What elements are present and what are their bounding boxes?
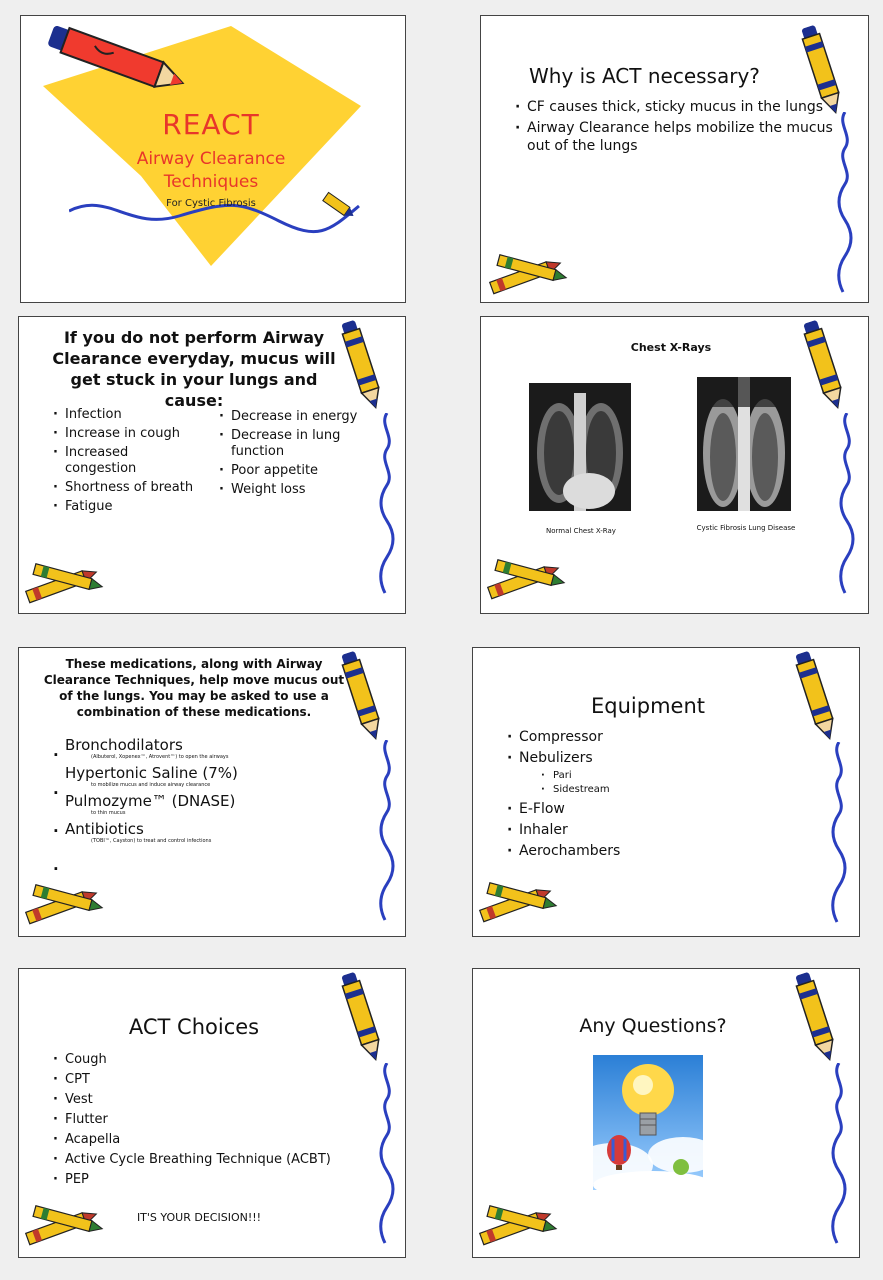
crossed-crayons-icon: [475, 1203, 559, 1253]
slide-7-title: ACT Choices: [128, 1015, 260, 1039]
slide-1-title: REACT: [162, 108, 260, 141]
list-item: · Poor appetite: [217, 463, 382, 479]
list-item: · CPT: [51, 1071, 371, 1088]
crayon-icon: [798, 317, 855, 414]
wavy-line-icon: [379, 740, 403, 922]
list-item: · Vest: [51, 1091, 371, 1108]
slide-4-title: Chest X-Rays: [630, 341, 712, 354]
crossed-crayons-icon: [483, 557, 567, 607]
act-choices-list: [51, 1051, 371, 1191]
slide-7-footer: IT'S YOUR DECISION!!!: [136, 1211, 262, 1224]
list-item: · Increased congestion: [51, 445, 201, 477]
cf-xray-image: [697, 377, 791, 511]
slide-7: [18, 968, 406, 1258]
equipment-list: [505, 728, 765, 863]
list-item: · Fatigue: [51, 499, 201, 515]
crossed-crayons-icon: [485, 252, 569, 302]
slide-1-subtitle: Airway Clearance Techniques: [136, 149, 286, 192]
wavy-line-icon: [837, 112, 861, 294]
wavy-line-icon: [839, 413, 863, 595]
crossed-crayons-icon: [475, 880, 559, 930]
wavy-line-icon: [831, 742, 855, 924]
medication-name: Hypertonic Saline (7%): [65, 764, 238, 782]
slide-6: [472, 647, 860, 937]
medication-item: [51, 792, 351, 816]
cf-xray-caption: Cystic Fibrosis Lung Disease: [696, 524, 796, 532]
list-item: · PEP: [51, 1171, 371, 1188]
list-item: · Decrease in lung function: [217, 428, 382, 460]
slide-4: [480, 316, 869, 614]
normal-xray-image: [529, 383, 631, 511]
list-item: · Acapella: [51, 1131, 371, 1148]
medication-note: (Albuterol, Xopenex™, Atrovent™) to open the airways: [91, 754, 229, 760]
sub-item: · Sidestream: [539, 783, 785, 797]
list-item: · Inhaler: [505, 821, 765, 839]
slide-2-title: Why is ACT necessary?: [529, 64, 760, 88]
bullet-item: · Airway Clearance helps mobilize the mucus out of the lungs: [513, 119, 833, 155]
medication-item: [51, 820, 351, 844]
wavy-line-icon: [831, 1063, 855, 1245]
slide-5: [18, 647, 406, 937]
medication-item: [51, 736, 351, 760]
slide-3-right-list: [217, 409, 382, 501]
crayon-icon: [41, 26, 191, 96]
slide-2-bullets: [513, 98, 833, 158]
medication-note: (TOBI™, Cayston) to treat and control infections: [91, 838, 212, 844]
normal-xray-caption: Normal Chest X-Ray: [546, 527, 616, 535]
slide-6-title: Equipment: [591, 694, 705, 718]
list-item: · Weight loss: [217, 482, 382, 498]
slide-3: [18, 316, 406, 614]
crossed-crayons-icon: [21, 561, 105, 611]
list-item: · Shortness of breath: [51, 480, 201, 496]
crossed-crayons-icon: [21, 882, 105, 932]
list-item: · Infection: [51, 407, 201, 423]
list-item: · Active Cycle Breathing Technique (ACBT): [51, 1151, 371, 1168]
medication-item: [51, 764, 351, 788]
medication-note: to thin mucus: [91, 810, 126, 816]
slide-8: [472, 968, 860, 1258]
slide-5-title: These medications, along with Airway Clearance Techniques, help move mucus out of the lungs. You may be asked to use a combination of these medications.: [43, 657, 345, 719]
sub-item: · Pari: [539, 769, 785, 783]
slide-3-title: If you do not perform Airway Clearance everyday, mucus will get stuck in your lungs and cause:: [52, 328, 336, 410]
list-item-label: Nebulizers: [519, 750, 593, 766]
nebulizer-sublist: [539, 769, 785, 797]
slide-3-left-list: [51, 407, 201, 518]
bullet-dots: · · · ·: [53, 746, 59, 878]
bullet-item: · CF causes thick, sticky mucus in the lungs: [513, 98, 833, 116]
medication-list: [51, 736, 351, 844]
list-item: [505, 749, 765, 797]
crossed-crayons-icon: [21, 1203, 105, 1253]
crayon-icon: [321, 188, 361, 224]
list-item: · Flutter: [51, 1111, 371, 1128]
slide-8-title: Any Questions?: [579, 1015, 727, 1037]
wavy-line-icon: [379, 1063, 403, 1245]
medication-name: Antibiotics: [65, 820, 144, 838]
wavy-line-icon: [379, 413, 403, 595]
crayon-icon: [790, 969, 847, 1066]
list-item: · Increase in cough: [51, 426, 201, 442]
list-item: · Decrease in energy: [217, 409, 382, 425]
list-item: · Aerochambers: [505, 842, 765, 860]
slide-2: [480, 15, 869, 303]
crayon-icon: [790, 648, 847, 745]
slide-1-tagline: For Cystic Fibrosis: [166, 198, 256, 209]
list-item: · Cough: [51, 1051, 371, 1068]
medication-name: Bronchodilators: [65, 736, 183, 754]
list-item: · Compressor: [505, 728, 765, 746]
medication-note: to mobilize mucus and induce airway clearance: [91, 782, 211, 788]
medication-name: Pulmozyme™ (DNASE): [65, 792, 236, 810]
lightbulb-balloon-icon: [593, 1055, 703, 1190]
list-item: · E-Flow: [505, 800, 765, 818]
slide-1: [20, 15, 406, 303]
